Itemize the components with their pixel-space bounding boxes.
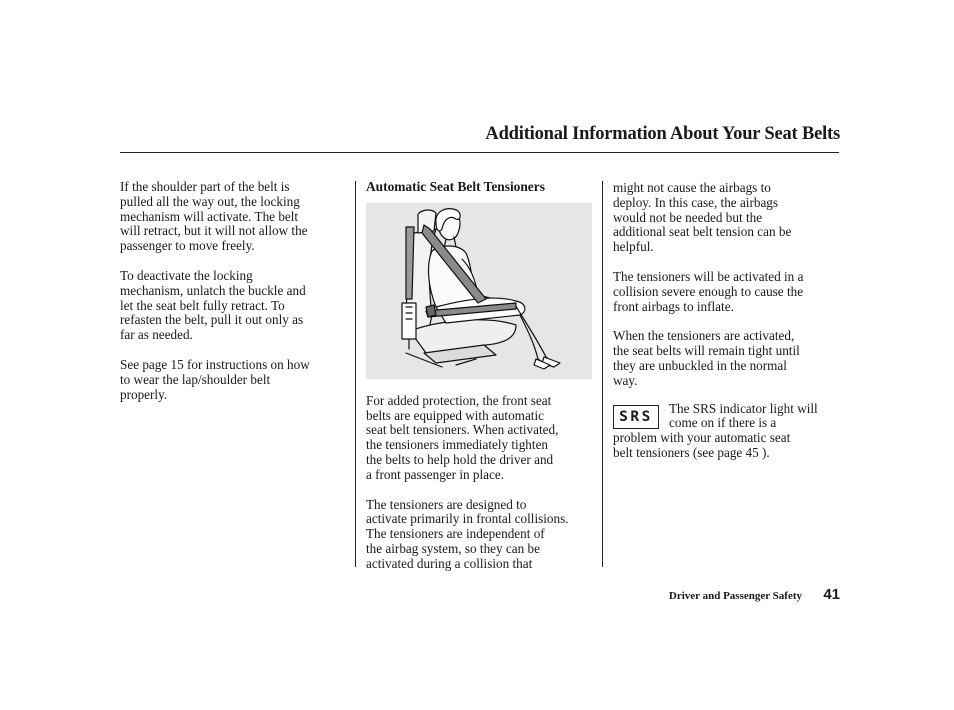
seat-belt-illustration <box>366 203 592 379</box>
section-heading: Automatic Seat Belt Tensioners <box>366 179 545 194</box>
paragraph-tensioners-designed: The tensioners are designed to activate primarily in frontal collisions. The tensioners are independent of the airbag system, so they can be activated during a collision that <box>366 496 569 571</box>
srs-indicator-badge: SRS <box>613 405 659 429</box>
footer-section-label: Driver and Passenger Safety <box>668 590 802 602</box>
paragraph-deactivate-locking: To deactivate the locking mechanism, unlatch the buckle and let the seat belt fully retract. To refasten the belt, pull it out only as far as needed. <box>120 267 306 343</box>
seated-passenger-icon <box>366 203 592 379</box>
paragraph-see-page-15: See page 15 for instructions on how to wear the lap/shoulder belt properly. <box>120 356 310 402</box>
column-divider-2 <box>602 181 603 567</box>
srs-note <box>613 402 841 461</box>
paragraph-tensioners-activated: The tensioners will be activated in a collision severe enough to cause the front airbags to inflate. <box>613 268 804 314</box>
paragraph-belts-remain-tight: When the tensioners are activated, the seat belts will remain tight until they are unbuckled in the normal way. <box>613 328 800 388</box>
column-3 <box>613 181 841 461</box>
paragraph-srs-indicator: The SRS indicator light will come on if there is a problem with your automatic seat belt tensioners (see page 45 ). <box>613 400 818 460</box>
paragraph-locking-mechanism: If the shoulder part of the belt is pulled all the way out, the locking mechanism will activate. The belt will retract, but it will not allow the passenger to move freely. <box>120 179 308 254</box>
paragraph-added-protection: For added protection, the front seat belts are equipped with automatic seat belt tensioners. When activated, the tensioners immediately tighten the belts to help hold the driver and a front passenger in place. <box>366 392 559 482</box>
column-divider-1 <box>355 181 356 567</box>
column-2 <box>366 180 598 572</box>
paragraph-airbags-deploy: might not cause the airbags to deploy. In this case, the airbags would not be needed but the additional seat belt tension can be helpful. <box>613 180 792 255</box>
title-rule <box>120 152 839 153</box>
column-1 <box>120 180 345 402</box>
page-number: 41 <box>823 586 840 603</box>
page-title: Additional Information About Your Seat Belts <box>485 124 840 144</box>
